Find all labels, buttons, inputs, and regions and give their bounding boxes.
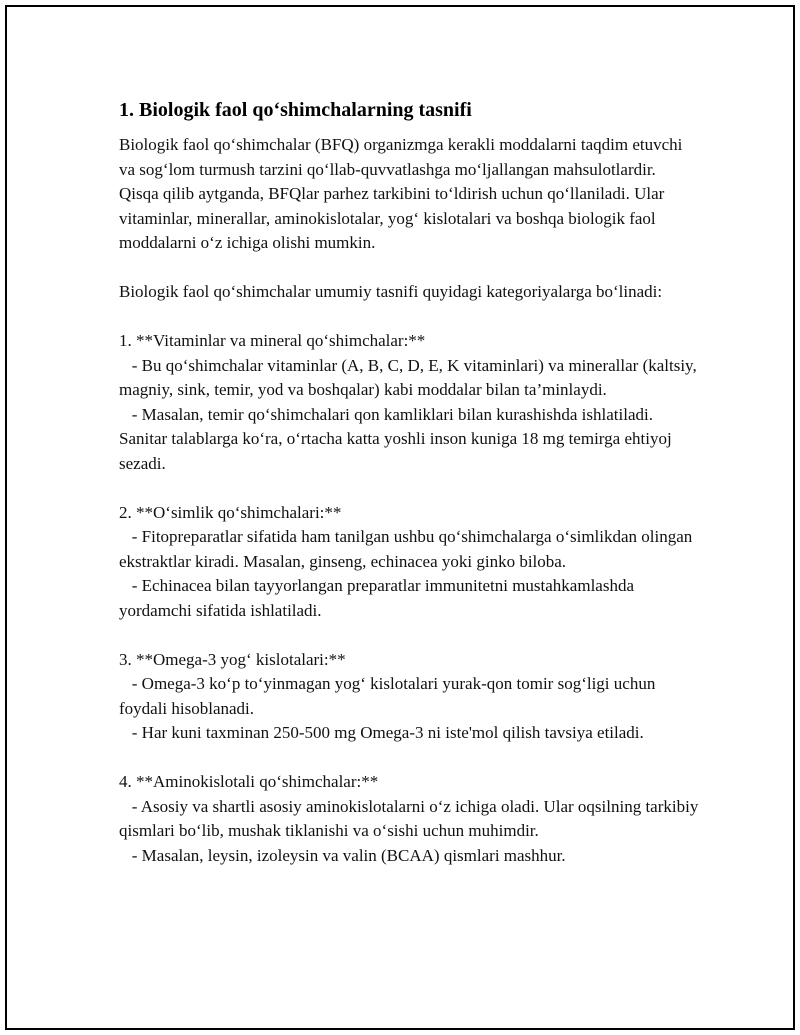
section-heading: 3. **Omega-3 yog‘ kislotalari:** <box>119 649 346 669</box>
paragraph-gap <box>119 256 699 281</box>
section-bullet: - Bu qo‘shimchalar vitaminlar (A, B, C, D, E, K vitaminlari) va minerallar (kaltsiy, magniy, sink, temir, yod va boshqalar) kabi moddalar bilan ta’minlaydi. <box>119 355 701 399</box>
section-bullet: - Asosiy va shartli asosiy aminokislotalarni o‘z ichiga oladi. Ular oqsilning tarkibiy qismlari bo‘lib, mushak tiklanishi va o‘sishi uchun muhimdir. <box>119 796 703 840</box>
paragraph-gap <box>119 305 699 330</box>
section-omega3 <box>119 648 699 746</box>
document-body <box>119 97 703 868</box>
paragraph-gap <box>119 623 699 648</box>
section-vitamins <box>119 329 699 476</box>
classification-intro: Biologik faol qo‘shimchalar umumiy tasnifi quyidagi kategoriyalarga bo‘linadi: <box>119 282 663 301</box>
section-heading: 4. **Aminokislotali qo‘shimchalar:** <box>119 772 379 791</box>
section-heading: 1. **Vitaminlar va mineral qo‘shimchalar:** <box>119 331 426 350</box>
document-title: 1. Biologik faol qo‘shimchalarning tasnifi <box>119 99 472 121</box>
section-herbal <box>119 501 699 624</box>
paragraph-gap <box>119 476 699 501</box>
paragraph-gap <box>119 746 699 771</box>
section-bullet: - Har kuni taxminan 250-500 mg Omega-3 ni iste'mol qilish tavsiya etiladi. <box>119 723 644 742</box>
section-heading: 2. **O‘simlik qo‘shimchalari:** <box>119 502 342 522</box>
section-bullet: - Masalan, leysin, izoleysin va valin (BCAA) qismlari mashhur. <box>119 845 566 865</box>
intro-paragraph: Biologik faol qo‘shimchalar (BFQ) organizmga kerakli moddalarni taqdim etuvchi va sog‘lom turmush tarzini qo‘llab-quvvatlashga mo‘ljallangan mahsulotlardir. Qisqa qilib aytganda, BFQlar parhez tarkibini to‘ldirish uchun qo‘llaniladi. Ular vitaminlar, minerallar, aminokislotalar, yog‘ kislotalari va boshqa biologik faol moddalarni o‘z ichiga olishi mumkin. <box>119 135 687 252</box>
section-bullet: - Masalan, temir qo‘shimchalari qon kamliklari bilan kurashishda ishlatiladi. Sanitar talablarga ko‘ra, o‘rtacha katta yoshli inson kuniga 18 mg temirga ehtiyoj sezadi. <box>119 404 676 473</box>
section-bullet: - Echinacea bilan tayyorlangan preparatlar immunitetni mustahkamlashda yordamchi sifatida ishlatiladi. <box>119 576 639 620</box>
page-frame <box>5 5 795 1030</box>
section-bullet: - Fitopreparatlar sifatida ham tanilgan ushbu qo‘shimchalarga o‘simlikdan olingan ekstraktlar kiradi. Masalan, ginseng, echinacea yoki ginko biloba. <box>119 527 697 571</box>
section-bullet: - Omega-3 ko‘p to‘yinmagan yog‘ kislotalari yurak-qon tomir sog‘ligi uchun foydali hisoblanadi. <box>119 674 660 718</box>
section-amino-acids <box>119 770 703 868</box>
